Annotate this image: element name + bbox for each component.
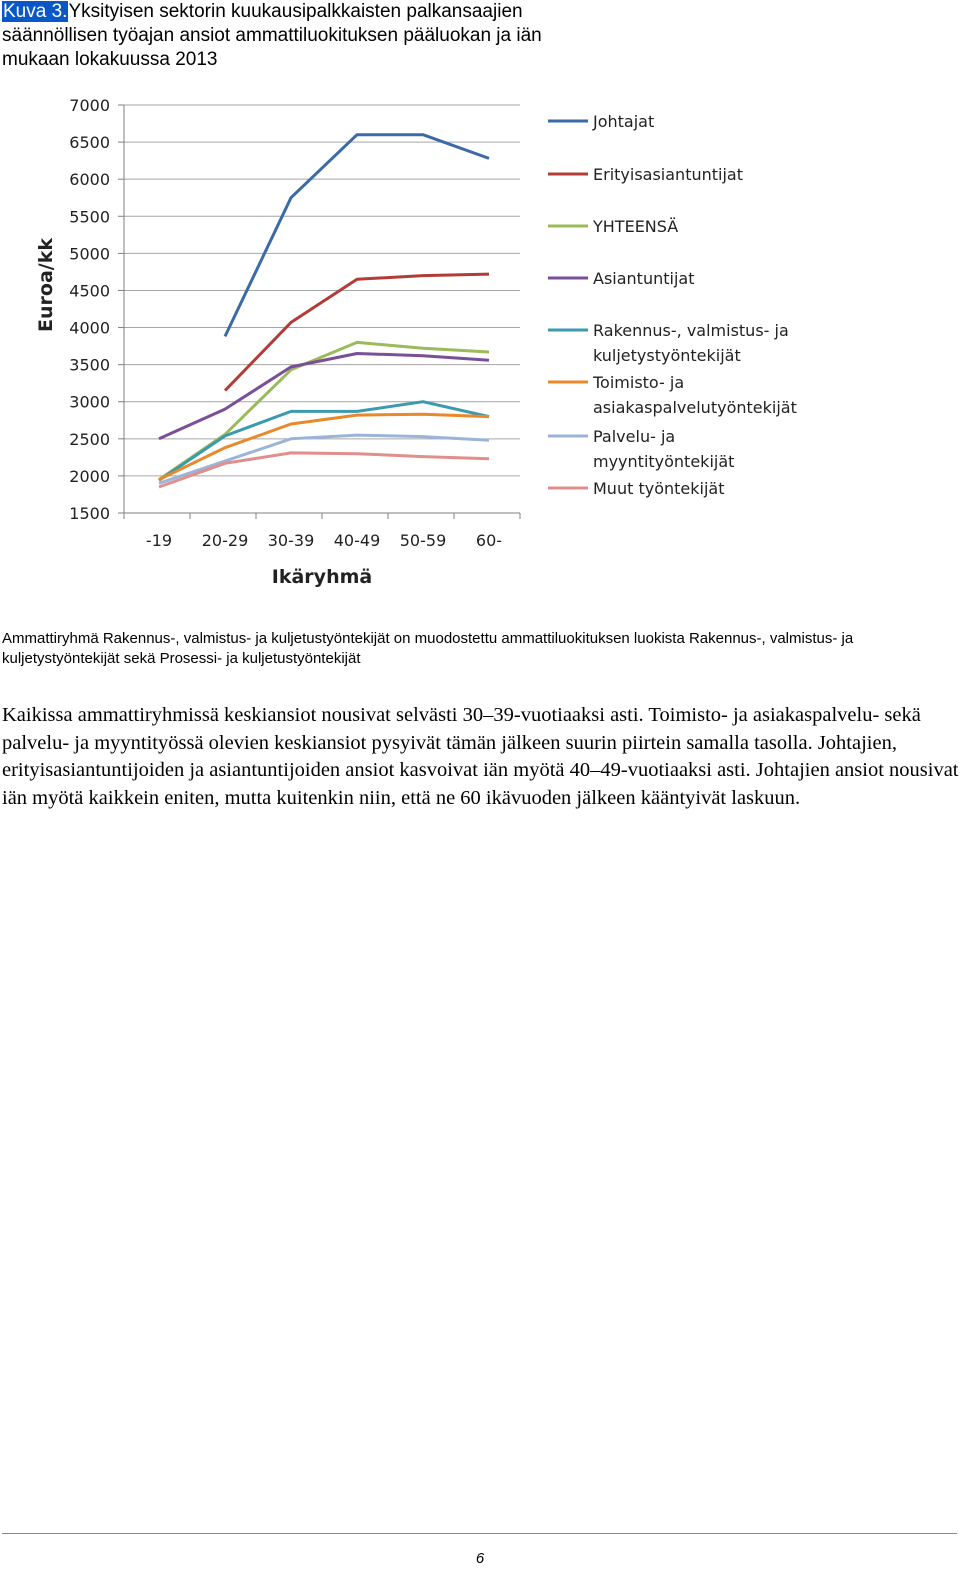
page-number: 6: [475, 1550, 485, 1567]
y-tick-label: 5500: [69, 207, 110, 227]
legend-label: Rakennus-, valmistus- ja: [593, 321, 789, 340]
footer-divider: [2, 1533, 957, 1534]
legend-label: Toimisto- ja: [593, 373, 685, 392]
title-line-1: Yksityisen sektorin kuukausipalkkaisten palkansaajien: [68, 1, 523, 22]
y-tick-label: 7000: [69, 96, 110, 115]
x-tick-label: 50-59: [399, 531, 447, 550]
y-tick-label: 5000: [69, 244, 110, 264]
legend-label: Johtajat: [593, 112, 655, 131]
legend-label: Muut työntekijät: [593, 479, 725, 498]
legend-label: Erityisasiantuntijat: [593, 165, 743, 184]
chart-caption: Ammattiryhmä Rakennus-, valmistus- ja kuljetustyöntekijät on muodostettu ammattiluokituksen luokista Rakennus-, valmistus- ja kuljetystyöntekijät sekä Prosessi- ja kuljetustyöntekijät: [2, 630, 854, 667]
y-tick-label: 4000: [69, 318, 110, 338]
x-axis-title: Ikäryhmä: [271, 566, 373, 588]
y-tick-label: 2000: [69, 466, 110, 486]
x-tick-label: 40-49: [333, 531, 381, 550]
series-line: [225, 135, 489, 337]
y-tick-label: 2500: [69, 429, 110, 449]
legend-label: asiakaspalvelutyöntekijät: [593, 398, 797, 417]
y-tick-label: 3500: [69, 355, 110, 375]
line-chart: [0, 80, 960, 600]
y-tick-label: 3000: [69, 392, 110, 412]
y-axis-title: Euroa/kk: [35, 238, 57, 332]
y-tick-label: 4500: [69, 281, 110, 301]
y-tick-label: 6000: [69, 170, 110, 190]
legend-label: kuljetystyöntekijät: [593, 346, 741, 365]
series-line: [159, 453, 489, 487]
x-tick-label: 60-: [475, 531, 503, 550]
series-line: [225, 274, 489, 391]
legend-label: Asiantuntijat: [593, 269, 695, 288]
x-tick-label: -19: [145, 531, 173, 550]
y-tick-label: 6500: [69, 133, 110, 153]
x-tick-label: 30-39: [267, 531, 315, 550]
legend-label: Palvelu- ja: [593, 427, 676, 446]
body-paragraph: Kaikissa ammattiryhmissä keskiansiot nousivat selvästi 30–39-vuotiaaksi asti. Toimisto- ja asiakaspalvelu- sekä palvelu- ja myyntityössä olevien keskiansiot pysyivät tämän jälkeen suurin piirtein samalla tasolla. Johtajien, erityisasiantuntijoiden ja asiantuntijoiden ansiot kasvoivat iän myötä 40–49-vuotiaaksi asti. Johtajien ansiot nousivat iän myötä kaikkein eniten, mutta kuitenkin niin, että ne 60 ikävuoden jälkeen kääntyivät laskuun.: [2, 704, 959, 809]
series-line: [159, 354, 489, 439]
figure-label: Kuva 3.: [3, 1, 68, 22]
title-line-3: mukaan lokakuussa 2013: [2, 49, 218, 70]
title-line-2: säännöllisen työajan ansiot ammattiluokituksen pääluokan ja iän: [2, 25, 542, 46]
x-tick-label: 20-29: [201, 531, 249, 550]
y-tick-label: 1500: [69, 504, 110, 523]
legend-label: YHTEENSÄ: [593, 217, 679, 236]
legend-label: myyntityöntekijät: [593, 452, 735, 471]
figure-title: [2, 0, 662, 72]
